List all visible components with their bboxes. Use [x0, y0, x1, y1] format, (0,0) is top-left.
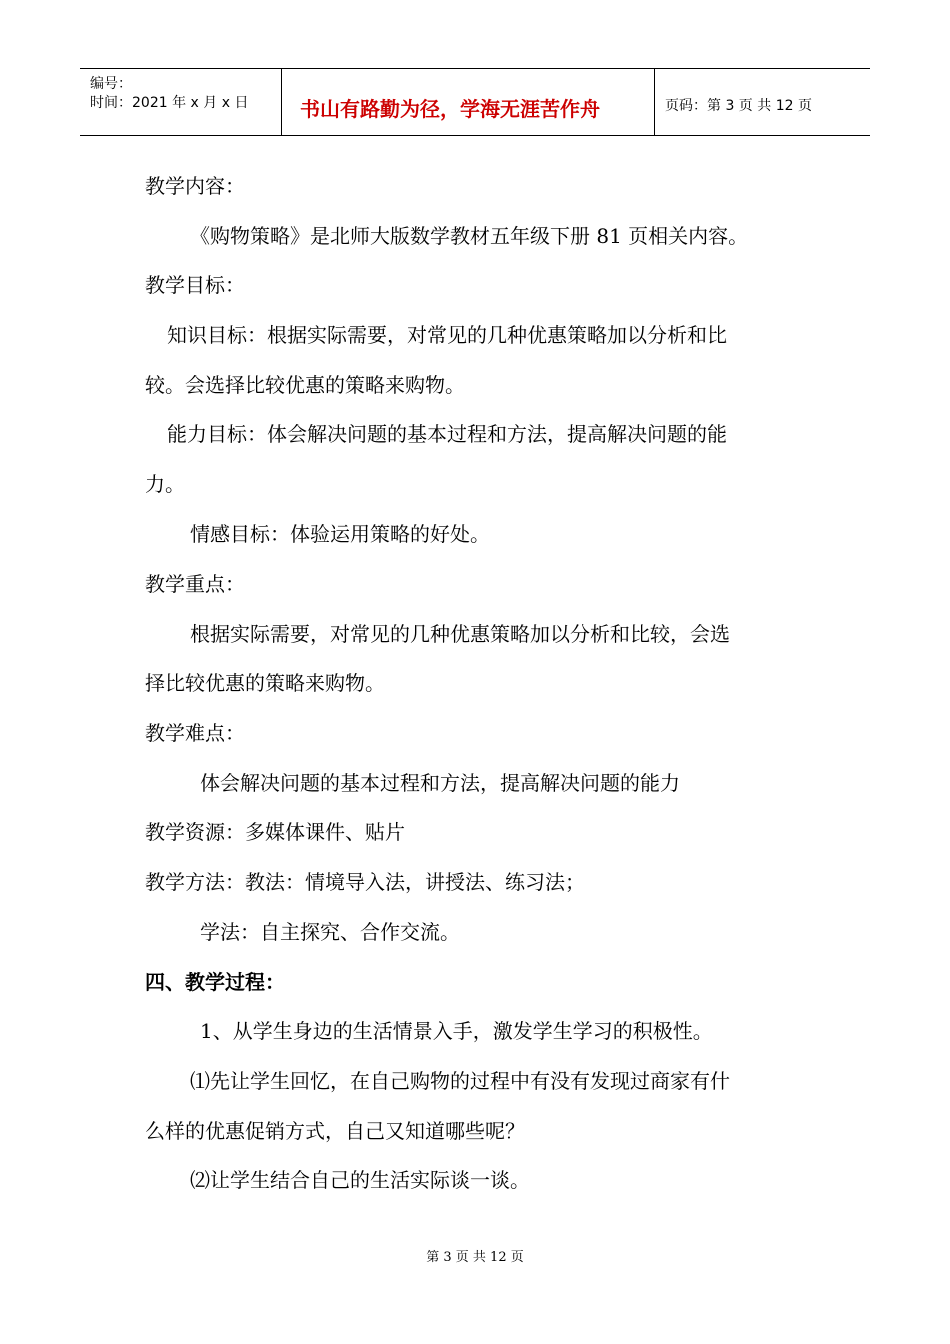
paragraph: 么样的优惠促销方式，自己又知道哪些呢？ [145, 1119, 525, 1143]
header-motto-cell [282, 69, 655, 135]
serial-number-label: 编号： [90, 76, 132, 92]
paragraph: 体会解决问题的基本过程和方法，提高解决问题的能力 [200, 771, 680, 795]
header-page-cell [655, 69, 870, 135]
paragraph: 力。 [145, 472, 185, 496]
paragraph: 知识目标：根据实际需要，对常见的几种优惠策略加以分析和比 [167, 323, 727, 347]
paragraph: 能力目标：体会解决问题的基本过程和方法，提高解决问题的能 [167, 422, 727, 446]
paragraph: 教学资源：多媒体课件、贴片 [145, 820, 405, 844]
header-meta-cell [80, 69, 282, 135]
paragraph: 《购物策略》是北师大版数学教材五年级下册 81 页相关内容。 [190, 224, 749, 248]
paragraph: 择比较优惠的策略来购物。 [145, 671, 385, 695]
section-heading-key-points: 教学重点： [145, 572, 245, 596]
section-heading-content: 教学内容： [145, 174, 245, 198]
date-label: 时间：2021 年 x 月 x 日 [90, 95, 249, 111]
section-heading-goals: 教学目标： [145, 273, 245, 297]
paragraph: 1、从学生身边的生活情景入手，激发学生学习的积极性。 [200, 1019, 713, 1043]
page-number-label: 页码：第 3 页 共 12 页 [665, 98, 812, 114]
paragraph: 学法：自主探究、合作交流。 [200, 920, 460, 944]
page-footer: 第 3 页 共 12 页 [426, 1250, 524, 1265]
paragraph: 教学方法：教法：情境导入法，讲授法、练习法； [145, 870, 585, 894]
paragraph: ⑵让学生结合自己的生活实际谈一谈。 [190, 1168, 530, 1192]
paragraph: 根据实际需要，对常见的几种优惠策略加以分析和比较，会选 [190, 622, 730, 646]
paragraph: ⑴先让学生回忆，在自己购物的过程中有没有发现过商家有什 [190, 1069, 730, 1093]
paragraph: 较。会选择比较优惠的策略来购物。 [145, 373, 465, 397]
paragraph: 情感目标：体验运用策略的好处。 [190, 522, 490, 546]
page-header [80, 68, 870, 136]
section-heading-process: 四、教学过程： [145, 970, 285, 994]
section-heading-difficulties: 教学难点： [145, 721, 245, 745]
motto-text: 书山有路勤为径，学海无涯苦作舟 [300, 97, 600, 121]
